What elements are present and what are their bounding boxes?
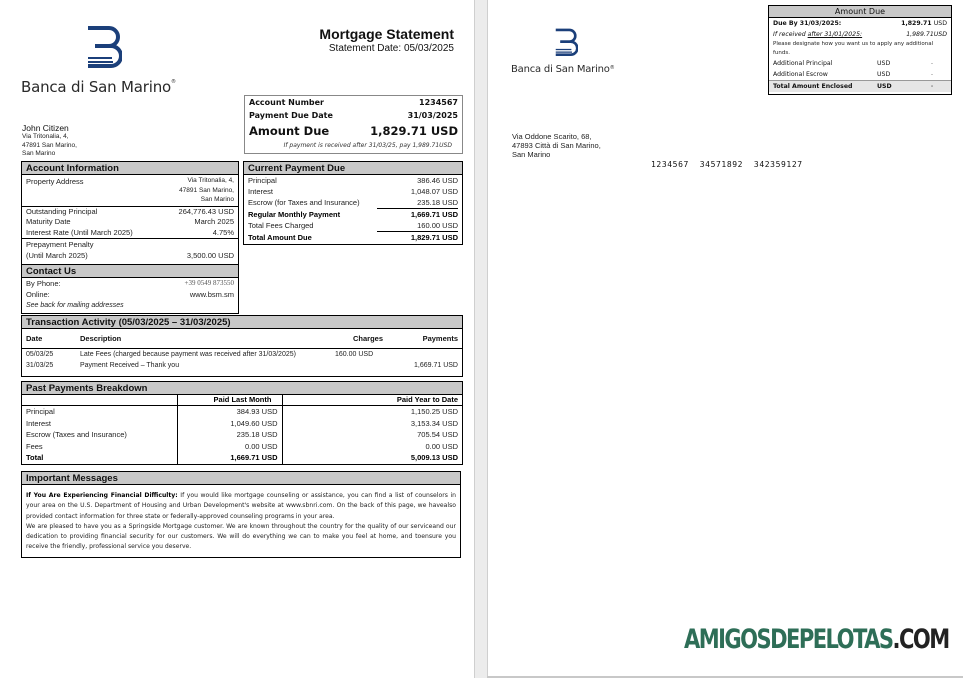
bank-logo-text: [21, 78, 176, 96]
payment-row: [244, 197, 462, 209]
additional-principal-row[interactable]: [769, 58, 951, 69]
payment-row-value: 235.18 USD: [377, 197, 458, 209]
account-number-label: Account Number: [249, 98, 324, 107]
watermark-dark-text: .COM: [892, 624, 949, 655]
contact-note-row: [22, 300, 238, 311]
bank-name: Banca di San Marino: [21, 78, 171, 96]
bank-name: Banca di San Marino: [511, 64, 610, 75]
transaction-activity-section: [21, 315, 463, 377]
amount-due-value: 1,829.71 USD: [370, 124, 458, 138]
phone-row: [22, 278, 238, 289]
outstanding-principal-label: Outstanding Principal: [26, 206, 98, 216]
account-number-row: [245, 96, 462, 109]
due-date-value: 31/03/2025: [407, 111, 458, 120]
row-label: Total: [22, 452, 177, 464]
current-payment-section: [243, 161, 463, 245]
trademark: ®: [609, 65, 615, 71]
table-row: [22, 418, 462, 430]
total-enclosed-field[interactable]: -: [930, 83, 934, 90]
additional-escrow-currency: USD: [877, 71, 891, 78]
last-month-value: 1,049.60 USD: [177, 418, 282, 430]
property-address-label: Property Address: [26, 177, 84, 186]
column-header-charges: Charges: [352, 334, 383, 343]
account-information-section: [21, 161, 239, 265]
payment-row-label: Interest: [248, 187, 274, 196]
total-enclosed-currency: USD: [877, 83, 892, 90]
phone-label: By Phone:: [26, 279, 61, 288]
page-title: Mortgage Statement: [319, 26, 454, 42]
remittance-heading: Amount Due: [769, 6, 951, 18]
message-text: If you would like mortgage counseling or assistance, you can find a list of counselors in your area on the U.S. Department of Housing and Urban Development's website at www.sbnri.com. On the back of this page, we havealso provided contact information for three state or federally-approved counseling programs in your area.: [26, 492, 456, 520]
ytd-value: 3,153.34 USD: [410, 418, 458, 428]
due-by-label: Due By 31/03/2025:: [773, 20, 842, 27]
watermark: [684, 624, 949, 655]
column-header-description: Description: [80, 334, 122, 343]
customer-address-block: [22, 123, 77, 159]
property-address-row: [22, 175, 238, 207]
return-address-line: Via Oddone Scarito, 68,: [512, 132, 592, 141]
interest-rate-row: [22, 227, 238, 239]
interest-rate-label: Interest Rate (Until March 2025): [26, 227, 133, 237]
amount-due-row: [245, 122, 462, 141]
remittance-page: [487, 0, 963, 678]
past-payments-section: [21, 381, 463, 465]
outstanding-principal-value: 264,776.43 USD: [178, 206, 234, 216]
column-header-ytd: Paid Year to Date: [282, 395, 462, 406]
row-label: Interest: [22, 418, 177, 430]
row-label: Fees: [22, 441, 177, 453]
payment-row-label: Escrow (for Taxes and Insurance): [248, 198, 360, 207]
contact-heading: Contact Us: [22, 265, 238, 278]
last-month-value: 384.93 USD: [177, 406, 282, 418]
property-address-line: 47891 San Marino,: [179, 186, 234, 194]
table-row: [22, 349, 462, 360]
last-month-value: 235.18 USD: [177, 429, 282, 441]
customer-name: John Citizen: [22, 123, 69, 133]
total-enclosed-row[interactable]: [769, 80, 951, 92]
account-summary-box: [244, 95, 463, 154]
table-header-row: [22, 395, 462, 406]
transaction-activity-heading: Transaction Activity (05/03/2025 – 31/03/2025): [22, 316, 462, 329]
bank-logo-icon: [87, 25, 122, 71]
payment-row: [244, 220, 462, 232]
return-address: [512, 132, 601, 160]
ytd-value: 1,150.25 USD: [410, 407, 458, 416]
transaction-charges: 160.00 USD: [335, 351, 374, 358]
property-address-value: [179, 176, 234, 205]
transaction-payments: 1,669.71 USD: [414, 362, 458, 369]
column-header-label: [22, 395, 177, 406]
payment-row-label: Total Fees Charged: [248, 221, 314, 230]
message-lead: If You Are Experiencing Financial Difficulty:: [26, 492, 178, 499]
table-row: [22, 360, 462, 371]
maturity-date-label: Maturity Date: [26, 216, 71, 226]
transaction-header-row: [22, 329, 462, 349]
payment-row-value: 1,669.71 USD: [410, 210, 458, 219]
due-date-label: Payment Due Date: [249, 111, 333, 120]
late-amount-row: [769, 29, 951, 40]
transaction-date: 05/03/25: [26, 351, 54, 358]
payment-row-value: 1,829.71 USD: [410, 233, 458, 242]
contact-section: [21, 264, 239, 314]
ytd-value: 705.54 USD: [417, 430, 458, 439]
table-row-total: [22, 452, 462, 464]
statement-page-front: [0, 0, 475, 678]
payment-row-subtotal: [244, 209, 462, 220]
messages-body: [22, 485, 460, 556]
phone-value: +39 0549 873550: [184, 279, 234, 287]
payment-row: [244, 186, 462, 197]
prepayment-value-row: [22, 250, 238, 261]
column-header-last-month: Paid Last Month: [177, 395, 282, 406]
remittance-box: [768, 5, 952, 95]
transaction-charges: [335, 360, 395, 371]
due-by-currency: USD: [933, 20, 947, 27]
payment-row-value: 386.46 USD: [417, 176, 458, 185]
statement-date-value: 05/03/2025: [403, 43, 454, 54]
customer-address-line: Via Tritonalia, 4,: [22, 133, 69, 140]
additional-principal-label: Additional Principal: [773, 60, 833, 67]
statement-date: [329, 43, 454, 54]
account-number-value: 1234567: [419, 98, 458, 107]
late-label-prefix: If received: [773, 31, 808, 38]
property-address-line: Via Tritonalia, 4,: [187, 177, 234, 184]
table-row: [22, 406, 462, 418]
message-paragraph: [26, 491, 456, 522]
transaction-description: Late Fees (charged because payment was received after 31/03/2025): [80, 351, 296, 358]
payment-row-label: Regular Monthly Payment: [248, 210, 341, 219]
ytd-value: 5,009.13 USD: [410, 453, 458, 462]
late-label-date: after 31/01/2025:: [807, 31, 863, 38]
customer-address-line: 47891 San Marino,: [22, 141, 77, 149]
total-enclosed-label: Total Amount Enclosed: [773, 83, 853, 90]
past-payments-heading: Past Payments Breakdown: [22, 382, 462, 395]
additional-escrow-label: Additional Escrow: [773, 71, 828, 78]
prepayment-penalty-label: Prepayment Penalty: [26, 239, 94, 249]
payment-row-value: 160.00 USD: [377, 220, 458, 232]
customer-address-line: San Marino: [22, 150, 56, 157]
late-payment-note: If payment is received after 31/03/25, pay 1,989.71USD: [283, 142, 452, 149]
website-link[interactable]: www.bsm.sm: [189, 290, 234, 299]
return-address-line: San Marino: [512, 150, 551, 160]
prepayment-until: (Until March 2025): [26, 250, 88, 260]
last-month-value: 1,669.71 USD: [177, 452, 282, 464]
column-header-payments: Payments: [422, 334, 458, 343]
amount-due-label: Amount Due: [249, 124, 330, 138]
bank-logo-icon: [555, 28, 578, 58]
additional-escrow-field[interactable]: -: [930, 71, 934, 78]
bank-logo-text: [511, 64, 615, 75]
return-address-line: 47893 Città di San Marino,: [512, 141, 601, 151]
account-information-heading: Account Information: [22, 162, 238, 175]
prepayment-penalty-value: 3,500.00 USD: [186, 250, 234, 260]
mailing-address-note: See back for mailing addresses: [26, 302, 124, 309]
micr-line: 1234567 34571892 342359127: [651, 160, 803, 169]
current-payment-heading: Current Payment Due: [244, 162, 462, 175]
maturity-date-value: March 2025: [194, 216, 234, 226]
remittance-instruction: Please designate how you want us to apply any additional funds.: [773, 41, 934, 56]
important-messages-heading: Important Messages: [22, 472, 460, 485]
interest-rate-value: 4.75%: [212, 227, 234, 237]
outstanding-principal-row: [22, 207, 238, 217]
property-address-line: San Marino: [200, 196, 234, 203]
payment-row-value: 1,048.07 USD: [410, 187, 458, 196]
trademark: ®: [171, 79, 176, 85]
prepayment-label-row: [22, 239, 238, 250]
column-header-date: Date: [26, 334, 43, 343]
additional-principal-currency: USD: [877, 60, 891, 67]
table-row: [22, 429, 462, 441]
transaction-payments: [395, 349, 458, 360]
payment-row: [244, 175, 462, 186]
online-label: Online:: [26, 290, 50, 299]
payment-row-label: Total Amount Due: [248, 233, 312, 242]
last-month-value: 0.00 USD: [177, 441, 282, 453]
additional-escrow-row[interactable]: [769, 69, 951, 80]
row-label: Principal: [22, 406, 177, 418]
late-amount-value: 1,989.71USD: [906, 31, 947, 38]
due-by-row: [769, 18, 951, 29]
statement-date-label: Statement Date:: [328, 43, 402, 54]
past-payments-table: [22, 395, 462, 464]
watermark-green-text: AMIGOSDEPELOTAS: [684, 624, 893, 655]
ytd-value: 0.00 USD: [425, 441, 458, 451]
row-label: Escrow (Taxes and Insurance): [22, 429, 177, 441]
online-row: [22, 289, 238, 300]
table-row: [22, 441, 462, 453]
maturity-date-row: [22, 217, 238, 227]
transaction-date: 31/03/25: [26, 362, 54, 369]
message-paragraph: We are pleased to have you as a Springside Mortgage customer. We are known throughout the country for the quality of our serviceand our dedication to providing financial security for our customers. We will do everything we can to make you feel at home, and toensure you receive the friendly, professional service you deserve.: [26, 522, 456, 551]
important-messages-section: [21, 471, 461, 558]
additional-principal-field[interactable]: -: [930, 60, 934, 67]
payment-row-total: [244, 232, 462, 243]
payment-row-label: Principal: [248, 176, 277, 185]
page-gutter: [475, 0, 487, 678]
due-by-value: 1,829.71: [901, 20, 932, 27]
due-date-row: [245, 109, 462, 122]
transaction-description: Payment Received – Thank you: [80, 362, 180, 369]
